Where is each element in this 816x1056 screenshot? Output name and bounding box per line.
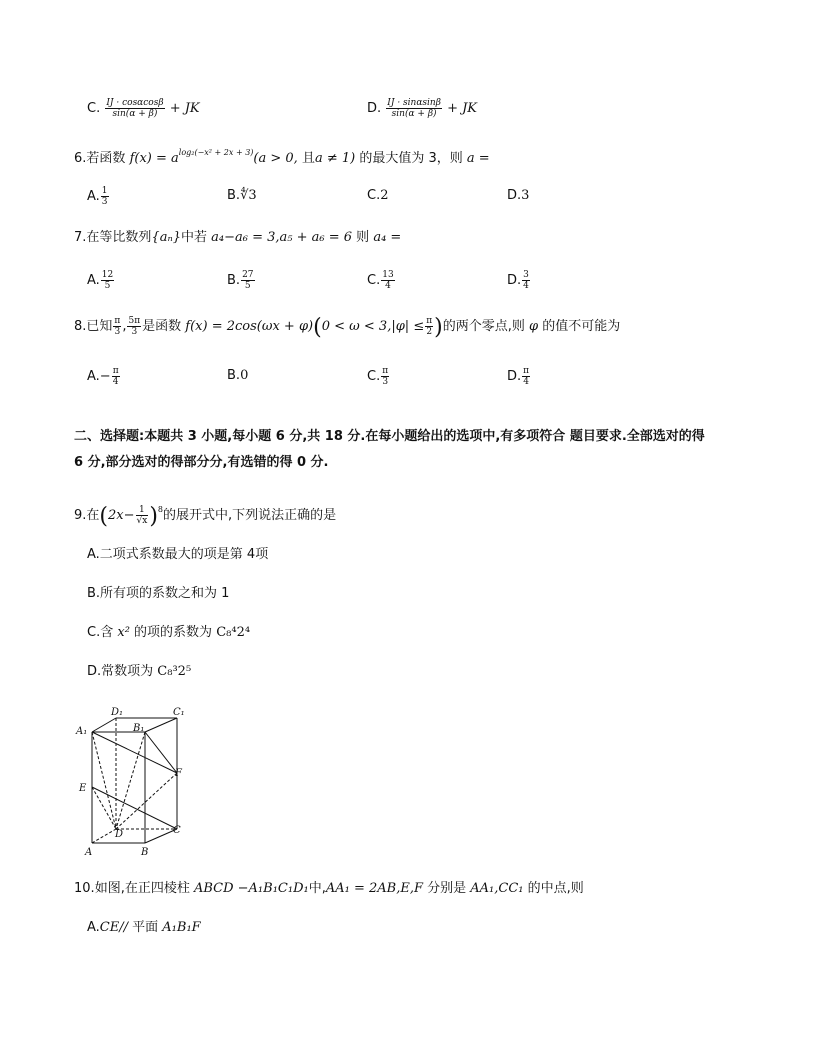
stem-text: 是函数	[142, 319, 182, 334]
right-paren: )	[149, 504, 158, 529]
left-paren: (	[99, 504, 109, 529]
fraction	[381, 270, 394, 291]
q7-option-d	[507, 270, 531, 291]
denominator: 2	[426, 327, 433, 337]
hidden-segment-fd	[116, 773, 177, 829]
denominator: sin(α + β)	[391, 109, 437, 119]
option-tail: + JK	[169, 101, 200, 116]
numerator: IJ · cosαcosβ	[106, 98, 164, 108]
option-label: C.	[367, 188, 381, 203]
math-exponent: log₂(−x² + 2x + 3)	[178, 148, 254, 157]
math-expr: 2x−	[108, 508, 135, 523]
q7-option-c	[367, 270, 396, 291]
math-expr: C₈³2⁵	[157, 664, 192, 679]
exponent: 8	[157, 505, 164, 514]
question-number: 9.	[74, 508, 87, 523]
option-label: B.	[227, 188, 241, 203]
stem-text: 已知	[86, 319, 113, 334]
q9-option-c	[87, 623, 250, 643]
stem-text: 的两个零点,则	[442, 319, 525, 334]
option-label: A.	[87, 369, 100, 384]
math-expr: CE//	[99, 920, 128, 935]
denominator: √x	[136, 516, 148, 526]
denominator: 3	[382, 377, 389, 387]
option-label: D.	[507, 273, 522, 288]
stem-text: 如图,在正四棱柱	[94, 881, 190, 896]
option-label: B.	[227, 273, 241, 288]
edge-a1d1	[92, 718, 116, 732]
denominator: 4	[523, 377, 529, 387]
stem-text: 中,	[308, 881, 326, 896]
option-label: B.	[227, 368, 241, 383]
option-label: D.	[367, 101, 382, 116]
denominator: 4	[523, 281, 529, 291]
stem-text: 的展开式中,下列说法正确的是	[163, 508, 337, 523]
fraction	[113, 316, 121, 337]
math-expr: AA₁,CC₁	[470, 881, 524, 896]
denominator: 3	[101, 197, 108, 207]
fraction	[522, 270, 530, 291]
numerator: 1	[136, 505, 149, 516]
hidden-edge-ad	[92, 829, 116, 843]
denominator: 4	[385, 281, 391, 291]
q6-option-d	[507, 186, 529, 206]
denominator: 3	[131, 327, 138, 337]
option-value: 3	[521, 188, 530, 203]
question-number: 6.	[74, 151, 87, 166]
math-expr: x²	[117, 625, 130, 640]
option-label: D.	[507, 369, 522, 384]
left-paren: (	[313, 315, 322, 340]
option-text: 平面	[132, 920, 159, 935]
fraction	[136, 505, 149, 526]
q8-stem	[74, 316, 620, 338]
numerator: 3	[523, 270, 529, 280]
numerator: π	[426, 316, 433, 326]
fraction	[112, 366, 120, 387]
denominator: 4	[112, 377, 119, 387]
q6-option-c	[367, 186, 389, 206]
question-number: 10.	[74, 881, 95, 896]
stem-text: 的值不可能为	[542, 319, 621, 334]
option-text: 的项的系数为	[134, 625, 213, 640]
stem-text: 则	[356, 230, 370, 245]
question-number: 7.	[74, 230, 87, 245]
label-c1: C₁	[173, 707, 185, 718]
label-b: B	[141, 847, 149, 858]
stem-text: 在	[86, 508, 100, 523]
fraction	[101, 270, 114, 291]
separator: ,	[122, 319, 127, 334]
q10-stem	[74, 879, 584, 899]
segment-b1f	[145, 732, 177, 773]
math-expr: {aₙ}	[151, 230, 181, 245]
sign: −	[99, 369, 111, 384]
math-expr: 0 < ω < 3,|φ| ≤	[321, 319, 425, 334]
option-label: C.	[367, 273, 381, 288]
right-paren: )	[434, 315, 443, 340]
label-c: C	[173, 825, 181, 836]
numerator: π	[114, 316, 121, 326]
numerator: 1	[101, 186, 108, 196]
stem-text: 分别是	[427, 881, 467, 896]
fraction	[127, 316, 141, 337]
prism-figure	[70, 700, 200, 862]
label-d1: D₁	[111, 707, 124, 718]
q9-stem	[74, 500, 336, 527]
fraction	[381, 366, 389, 387]
math-expr: C₈⁴2⁴	[216, 625, 251, 640]
q7-stem	[74, 228, 401, 248]
q9-option-a: A.二项式系数最大的项是第 4项	[87, 547, 269, 562]
math-expr: a₄−a₆ = 3,a₅ + a₆ = 6	[211, 230, 353, 245]
stem-text: 在等比数列	[86, 230, 152, 245]
option-label: A.	[87, 920, 100, 935]
label-e: E	[79, 783, 87, 794]
fraction	[425, 316, 433, 337]
hidden-segment-b1d	[116, 732, 145, 829]
option-label: A.	[87, 273, 100, 288]
section-heading-line2: 6 分,部分选对的得部分分,有选错的得 0 分.	[74, 455, 329, 470]
option-label: C.	[87, 101, 101, 116]
label-d: D	[115, 829, 124, 840]
fraction	[105, 98, 164, 119]
math-expr: a =	[466, 151, 490, 166]
q8-option-d	[507, 366, 531, 387]
denominator: 5	[244, 281, 251, 291]
numerator: 27	[242, 270, 254, 280]
q7-option-a	[87, 270, 115, 291]
option-label: C.	[367, 369, 381, 384]
q8-option-b	[227, 366, 248, 386]
option-value: 2	[380, 188, 389, 203]
fraction	[386, 98, 442, 119]
math-expr: a ≠ 1)	[314, 151, 356, 166]
stem-text: 且	[301, 151, 315, 166]
numerator: 12	[101, 270, 114, 280]
option-value: 0	[240, 368, 249, 383]
q5-option-d	[367, 98, 477, 119]
segment-ec	[92, 787, 177, 829]
numerator: π	[523, 366, 530, 376]
label-a1: A₁	[76, 726, 88, 737]
math-expr: f(x) = 2cos(ωx + φ)	[185, 319, 314, 334]
label-a: A	[85, 847, 93, 858]
section-heading-line1: 二、选择题:本题共 3 小题,每小题 6 分,共 18 分.在每小题给出的选项中,有多项符合 题目要求.全部选对的得	[74, 429, 705, 444]
stem-text: 若函数	[86, 151, 126, 166]
option-label: A.	[87, 189, 100, 204]
option-value: ∜3	[240, 188, 257, 203]
math-expr: ABCD −A₁B₁C₁D₁	[193, 881, 309, 896]
fraction	[522, 366, 530, 387]
stem-text: 中若	[180, 230, 207, 245]
option-text: D.常数项为	[87, 664, 154, 679]
hidden-segment-a1d	[92, 732, 116, 829]
math-expr: A₁B₁F	[162, 920, 201, 935]
numerator: IJ · sinαsinβ	[387, 98, 441, 108]
numerator: π	[112, 366, 119, 376]
label-f: F	[175, 768, 182, 779]
q9-option-b: B.所有项的系数之和为 1	[87, 586, 230, 601]
numerator: π	[382, 366, 389, 376]
q5-option-c	[87, 98, 200, 119]
option-label: D.	[507, 188, 522, 203]
edge-b1c1	[145, 718, 177, 732]
math-expr: f(x) = a	[129, 151, 179, 166]
q6-option-b	[227, 186, 257, 206]
numerator: 13	[382, 270, 394, 280]
denominator: 5	[104, 281, 111, 291]
stem-text: 的中点,则	[527, 881, 584, 896]
q8-option-c	[367, 366, 390, 387]
q8-option-a	[87, 366, 121, 387]
denominator: 3	[114, 327, 121, 337]
option-tail: + JK	[447, 101, 478, 116]
question-number: 8.	[74, 319, 87, 334]
math-expr: a₄ =	[373, 230, 402, 245]
math-expr: φ	[529, 319, 539, 334]
option-text: C.含	[87, 625, 114, 640]
fraction	[241, 270, 254, 291]
denominator: sin(α + β)	[112, 109, 158, 119]
math-expr: (a > 0,	[253, 151, 298, 166]
q7-option-b	[227, 270, 256, 291]
fraction	[101, 186, 109, 207]
label-b1: B₁	[133, 723, 145, 734]
math-expr: AA₁ = 2AB,E,F	[325, 881, 423, 896]
stem-text: 的最大值为 3，则	[359, 151, 463, 166]
numerator: 5π	[128, 316, 141, 326]
q10-option-a	[87, 918, 201, 938]
q9-option-d	[87, 662, 191, 682]
q6-stem	[74, 143, 490, 169]
q6-option-a	[87, 186, 110, 207]
